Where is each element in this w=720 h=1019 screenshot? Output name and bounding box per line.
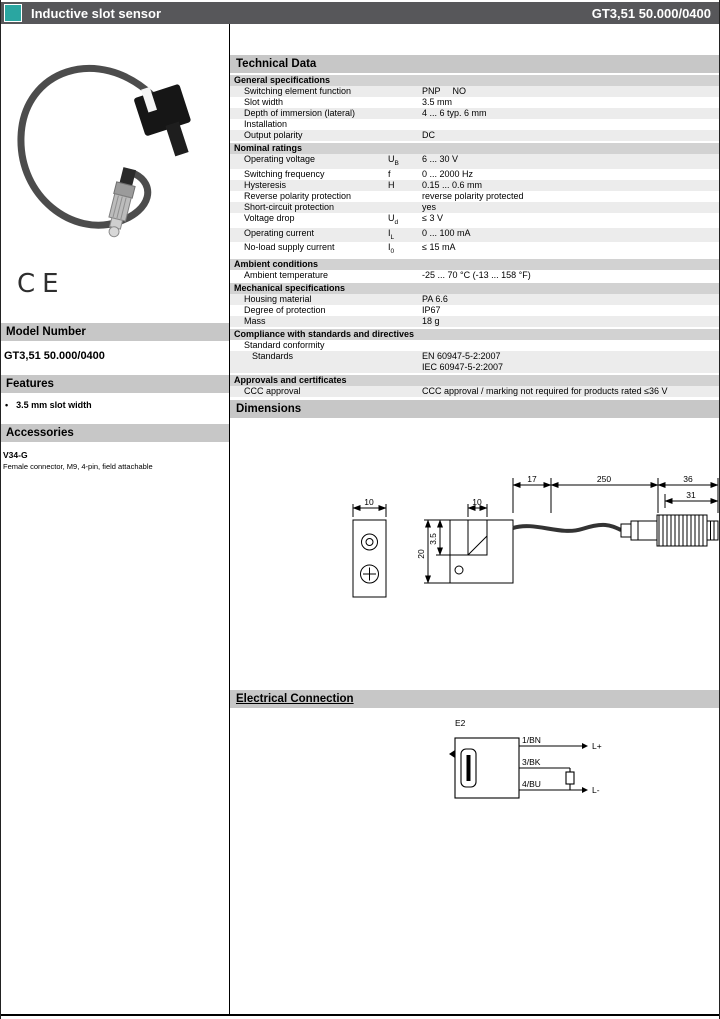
electrical-connection-diagram (230, 708, 720, 828)
dim-connector-thread-label: 31 (686, 490, 696, 501)
page-header (1, 2, 719, 24)
spec-value: IP67 (422, 305, 441, 316)
spec-row (230, 130, 720, 141)
spec-label: Installation (244, 119, 288, 129)
dimensions-heading: Dimensions (230, 400, 720, 418)
spec-label: Degree of protection (244, 305, 326, 316)
spec-section-header: Compliance with standards and directives (230, 329, 720, 340)
accessory-item (1, 442, 229, 471)
spec-value: CCC approval / marking not required for products rated ≤36 V (422, 386, 668, 397)
page-bottom-rule (1, 1014, 719, 1016)
dim-slot-width-label: 10 (472, 497, 482, 508)
accessory-description: Female connector, M9, 4-pin, field attachable (3, 462, 153, 471)
spec-label: Output polarity (244, 130, 303, 140)
spec-value: ≤ 3 V (422, 212, 443, 223)
spec-row (230, 213, 720, 228)
spec-row (230, 351, 720, 373)
page-title: Inductive slot sensor (31, 5, 162, 21)
spec-label: Ambient temperature (244, 270, 329, 281)
left-column (1, 24, 230, 1014)
right-column (230, 24, 720, 1014)
spec-label: Operating voltage (244, 154, 316, 164)
content-columns (1, 24, 719, 1014)
spec-row (230, 386, 720, 397)
accessories-heading: Accessories (1, 424, 229, 442)
circuit-geometry (449, 738, 588, 798)
spec-row (230, 180, 720, 191)
spec-label: Hysteresis (244, 179, 287, 190)
spec-value: 0 ... 2000 Hz (422, 168, 474, 179)
spec-label: Operating current (244, 227, 315, 238)
spec-value: yes (422, 201, 437, 212)
spec-symbol: $I_0$ (388, 242, 395, 256)
spec-label: Voltage drop (244, 212, 295, 223)
diagram-id-label: E2 (455, 718, 466, 729)
spec-row (230, 169, 720, 180)
spec-value: 4 ... 6 typ. 6 mm (422, 108, 487, 118)
spec-value: PA 6.6 (422, 294, 448, 305)
spec-symbol: $I_L$ (388, 227, 395, 241)
spec-label: Short-circuit protection (244, 201, 335, 212)
wire-2-label: 3/BK (522, 757, 541, 768)
spec-row (230, 119, 720, 130)
wire-3-label: 4/BU (522, 779, 541, 790)
spec-section-header: Ambient conditions (230, 259, 720, 270)
product-photo-area (3, 32, 229, 267)
accessory-name: V34-G (3, 450, 28, 460)
spec-symbol: H (388, 179, 395, 190)
ce-mark: CE (17, 269, 66, 299)
spec-row (230, 228, 720, 243)
spec-value: 18 g (422, 316, 440, 327)
cable (21, 68, 153, 225)
spec-row (230, 108, 720, 119)
technical-data-table (230, 75, 720, 397)
sensor-body (132, 78, 201, 163)
spec-label: Mass (244, 316, 266, 327)
electrical-connection-heading-text: Electrical Connection (236, 693, 354, 706)
brand-logo-square (5, 5, 21, 21)
product-photo (3, 32, 229, 267)
connector-plug (104, 166, 139, 239)
spec-value: EN 60947-5-2:2007 IEC 60947-5-2:2007 (422, 351, 504, 373)
technical-data-heading: Technical Data (230, 55, 720, 73)
model-number-heading: Model Number (1, 323, 229, 341)
dim-front-width-label: 10 (364, 497, 374, 508)
spec-row (230, 305, 720, 316)
features-heading: Features (1, 375, 229, 393)
spec-label: CCC approval (244, 386, 301, 397)
header-part-number: GT3,51 50.000/0400 (591, 5, 711, 21)
spec-section-header: Approvals and certificates (230, 375, 720, 386)
wire-1-label: 1/BN (522, 735, 541, 746)
spec-row (230, 316, 720, 327)
spec-row (230, 154, 720, 169)
dim-height-label: 20 (416, 549, 426, 559)
spec-label: No-load supply current (244, 242, 335, 253)
spec-value: 6 ... 30 V (422, 154, 459, 164)
spec-section-header: Mechanical specifications (230, 283, 720, 294)
spec-label: Housing material (244, 294, 312, 305)
spec-value: DC (422, 130, 435, 140)
dim-cable-length-label: 250 (596, 474, 612, 485)
feature-item: • 3.5 mm slot width (5, 400, 229, 410)
spec-row (230, 97, 720, 108)
terminal-plus-label: L+ (592, 741, 602, 752)
spec-value: -25 ... 70 °C (-13 ... 158 °F) (422, 270, 531, 281)
spec-section-header: General specifications (230, 75, 720, 86)
spec-symbol: f (388, 168, 391, 179)
spec-section-header: Nominal ratings (230, 143, 720, 154)
dimension-geometry (353, 478, 718, 597)
spec-row (230, 86, 720, 97)
spec-value: reverse polarity protected (422, 190, 524, 201)
spec-row (230, 191, 720, 202)
spec-label: Switching element function (244, 86, 352, 96)
spec-row (230, 202, 720, 213)
dim-slot-gap-label: 3.5 (428, 533, 438, 546)
spec-value: PNP NO (422, 86, 467, 96)
dimensions-drawing (230, 418, 720, 690)
spec-value: 3.5 mm (422, 97, 453, 107)
spec-label: Depth of immersion (lateral) (244, 108, 356, 118)
spec-value: 0 ... 100 mA (422, 227, 471, 238)
features-list (1, 393, 229, 410)
spec-symbol: $U_d$ (388, 212, 399, 226)
spec-label: Switching frequency (244, 168, 325, 179)
spec-row (230, 270, 720, 281)
dim-head-depth-label: 17 (527, 474, 537, 485)
spec-label: Standards (252, 351, 294, 362)
spec-row (230, 294, 720, 305)
model-number-value: GT3,51 50.000/0400 (4, 350, 105, 362)
spec-symbol: $U_B$ (388, 154, 399, 167)
spec-label: Reverse polarity protection (244, 190, 352, 201)
spec-label: Standard conformity (244, 340, 325, 351)
electrical-connection-heading (230, 690, 720, 708)
spec-value: ≤ 15 mA (422, 242, 456, 253)
spec-row (230, 242, 720, 257)
spec-value: 0.15 ... 0.6 mm (422, 179, 483, 190)
terminal-minus-label: L- (592, 785, 600, 796)
spec-row (230, 340, 720, 351)
dim-connector-length-label: 36 (683, 474, 693, 485)
spec-label: Slot width (244, 97, 284, 107)
